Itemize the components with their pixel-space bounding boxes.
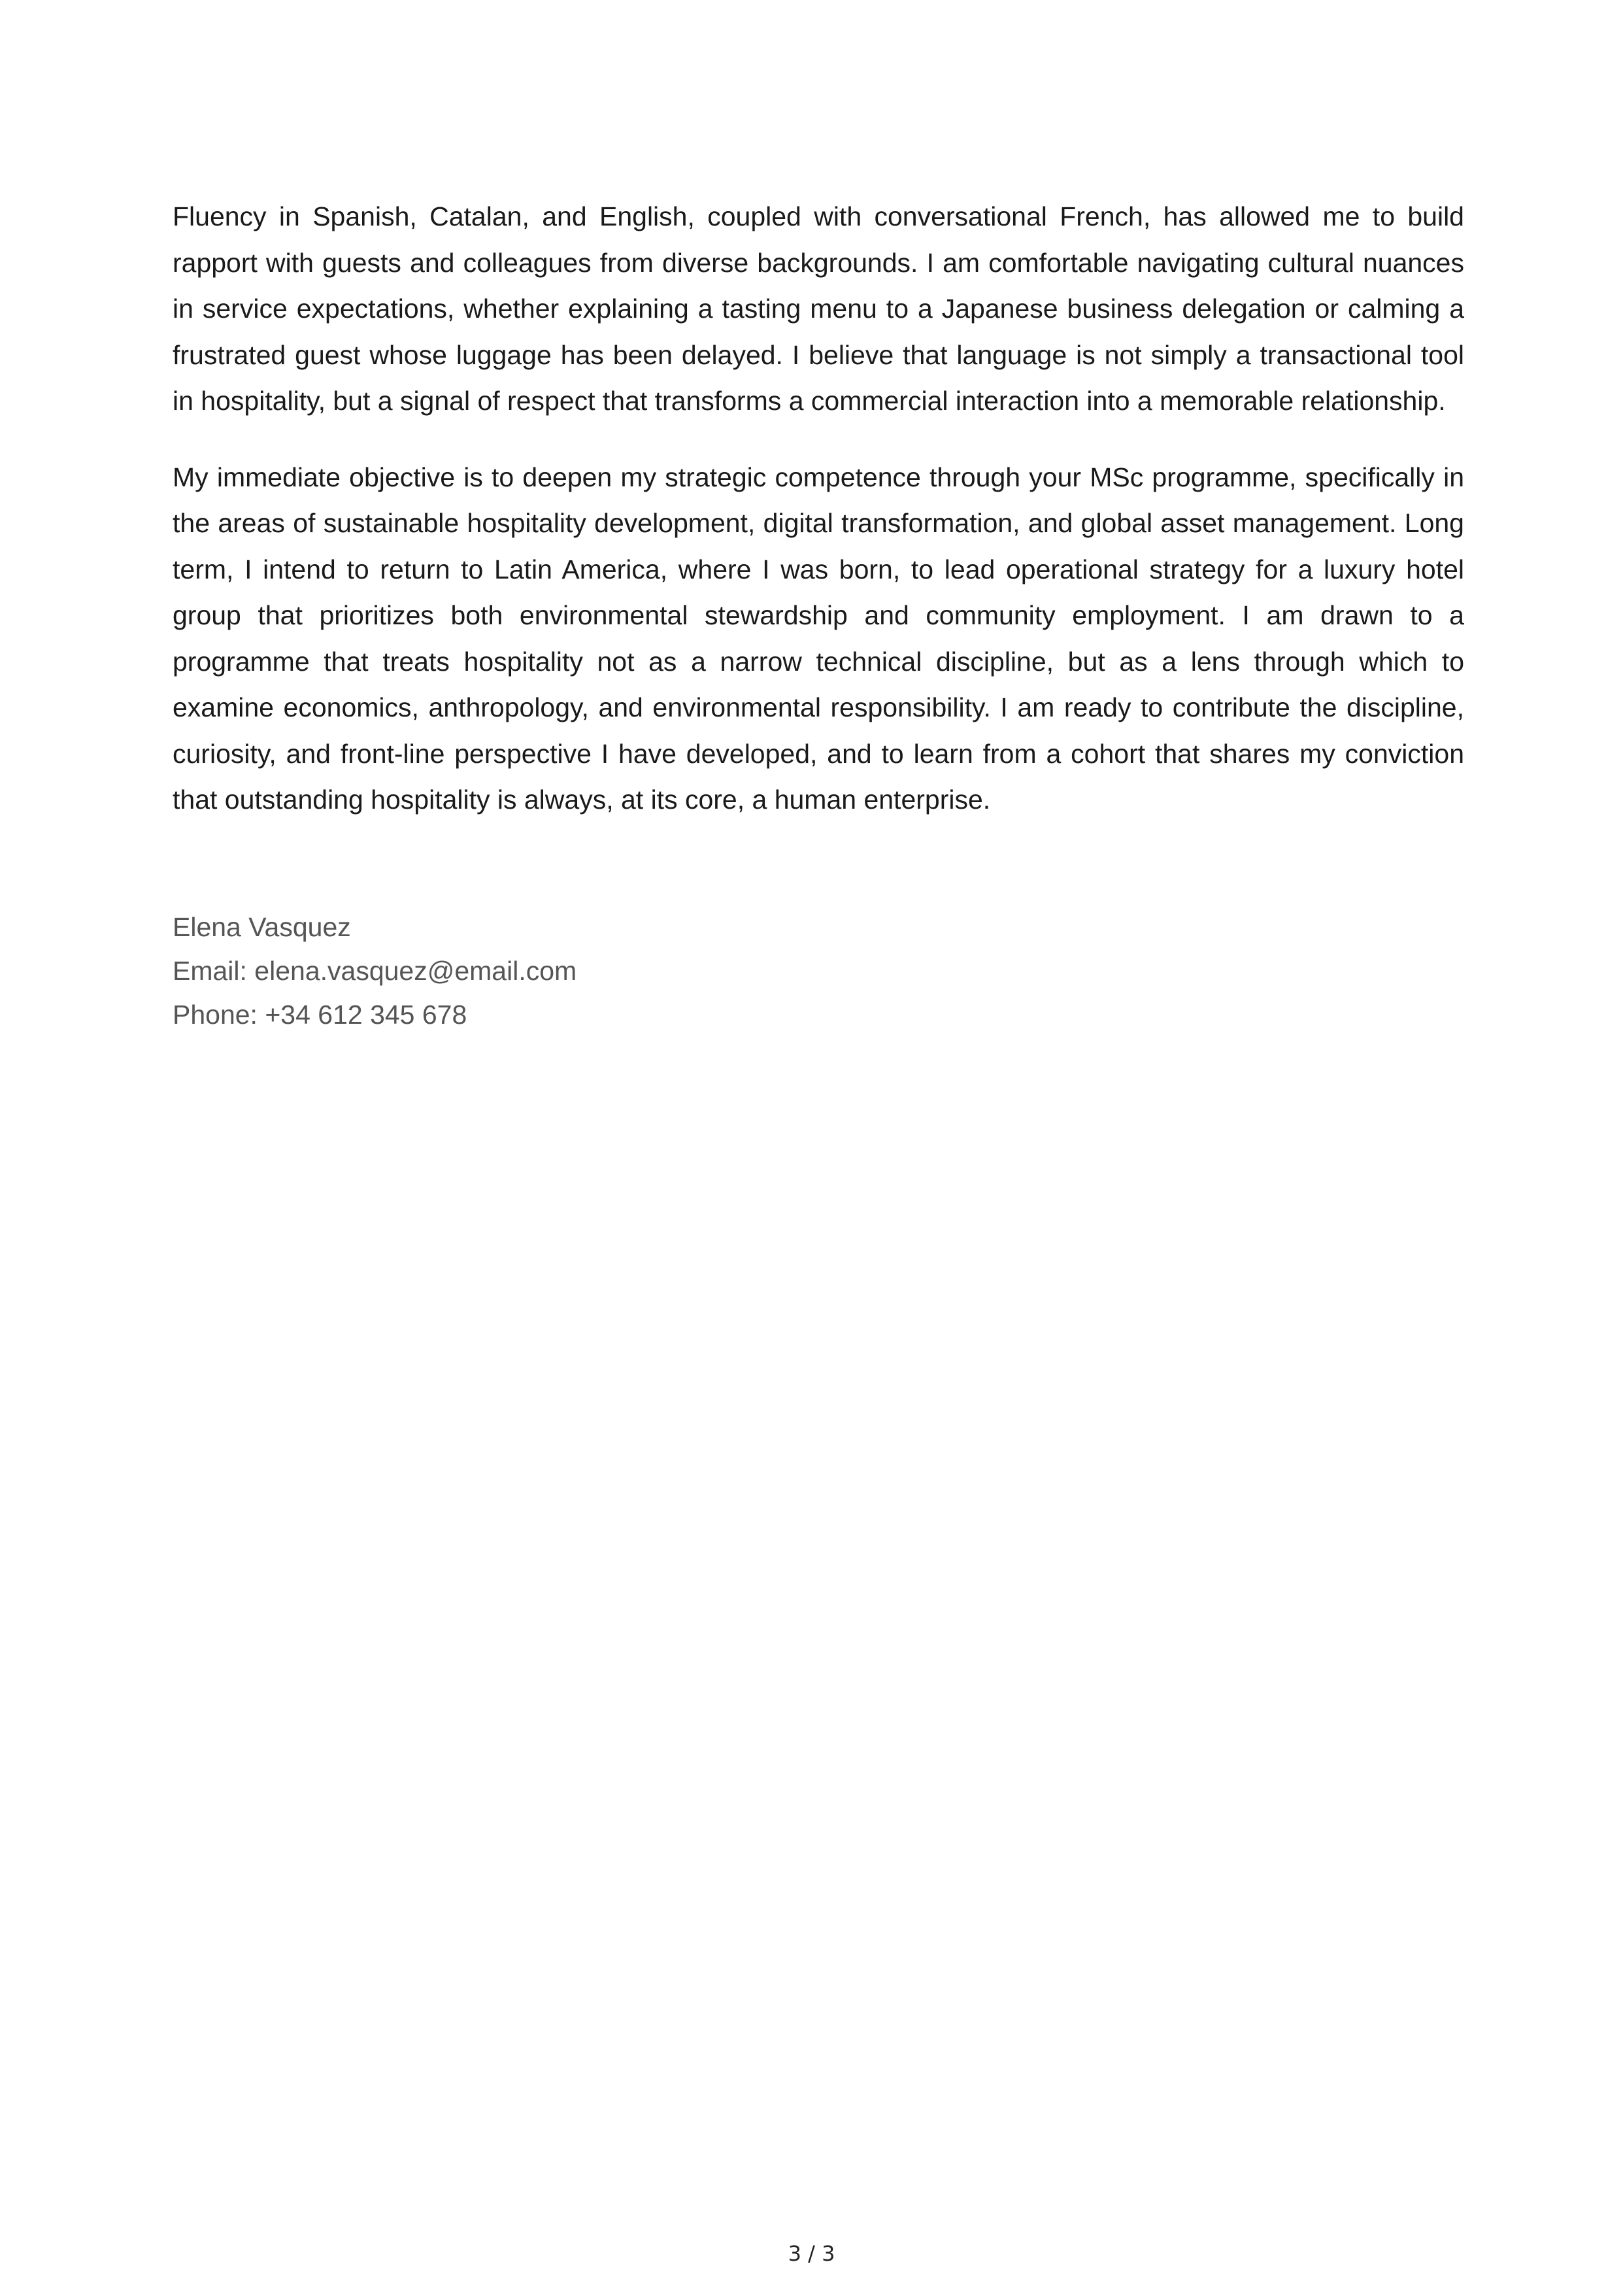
signature-phone: Phone: +34 612 345 678 xyxy=(173,999,467,1030)
signature-name: Elena Vasquez xyxy=(173,911,351,942)
paragraph-languages: Fluency in Spanish, Catalan, and English, coupled with conversational French, has allowed me to build rapport with guests and colleagues from diverse backgrounds. I am comfortable navigating cultural nuances in service expectations, whether explaining a tasting menu to a Japanese business delegation or calming a frustrated guest whose luggage has been delayed. I believe that language is not simply a transactional tool in hospitality, but a signal of respect that transforms a commercial interaction into a memorable relationship. xyxy=(173,201,1464,416)
letter-body xyxy=(173,194,1464,1037)
signature-email: Email: elena.vasquez@email.com xyxy=(173,955,577,986)
signature-block xyxy=(173,905,1464,1037)
paragraph-objectives: My immediate objective is to deepen my strategic competence through your MSc programme, specifically in the areas of sustainable hospitality development, digital transformation, and global asset management. Long term, I intend to return to Latin America, where I was born, to lead operational strategy for a luxury hotel group that prioritizes both environmental stewardship and community employment. I am drawn to a programme that treats hospitality not as a narrow technical discipline, but as a lens through which to examine economics, anthropology, and environmental responsibility. I am ready to contribute the discipline, curiosity, and front-line perspective I have developed, and to learn from a cohort that shares my conviction that outstanding hospitality is always, at its core, a human enterprise. xyxy=(173,462,1464,815)
page-number: 3 / 3 xyxy=(788,2241,835,2266)
